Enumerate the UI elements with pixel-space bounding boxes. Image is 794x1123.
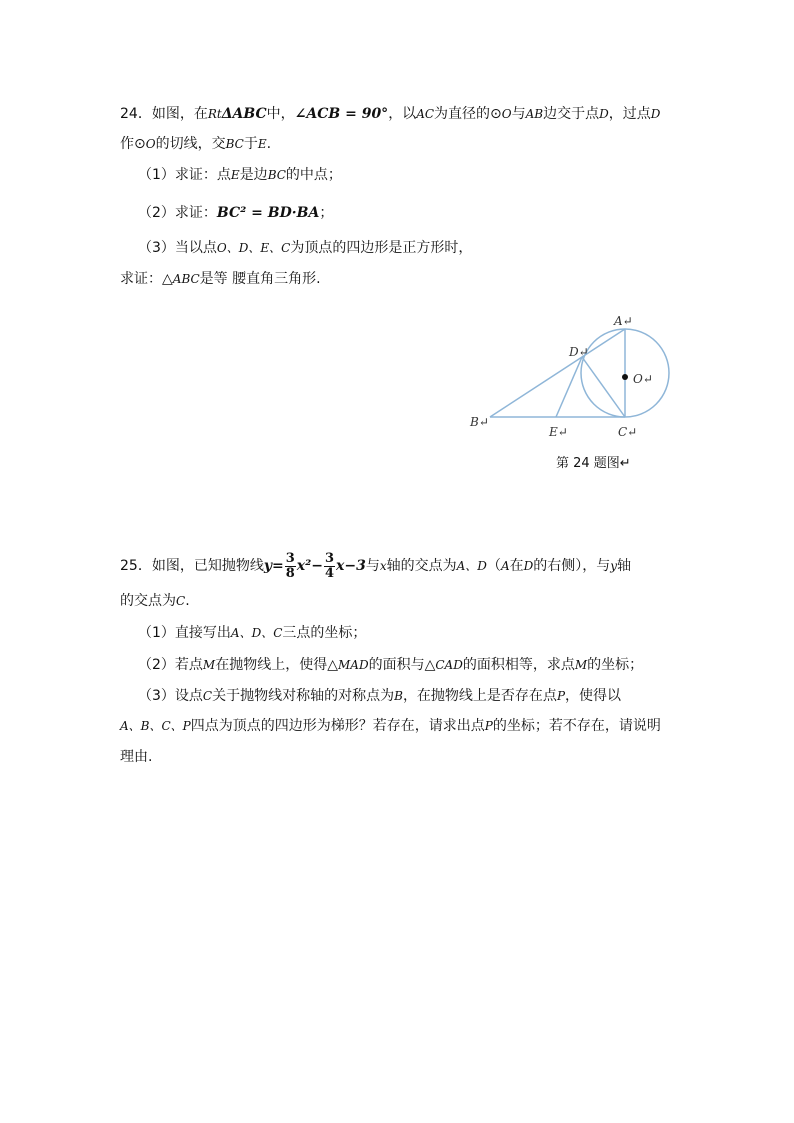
q24-text: 为直径的⊙ xyxy=(434,106,502,122)
q24-text: ，以 xyxy=(388,106,417,122)
q25-op: −3 xyxy=(344,558,366,574)
frac-num: 3 xyxy=(285,550,295,566)
q25-var: A、D、C xyxy=(230,626,283,640)
q24-number: 24．如图，在 xyxy=(120,106,208,122)
q25-var: P xyxy=(556,689,566,703)
fraction-3-8 xyxy=(285,552,296,581)
frac-den: 4 xyxy=(324,565,335,581)
q25-var: M xyxy=(574,658,588,672)
frac-den: 8 xyxy=(285,565,295,581)
q25-text: （1）直接写出 xyxy=(138,625,231,641)
q24-var: BC xyxy=(267,168,286,182)
q24-var: E xyxy=(257,137,267,151)
q24-text: 作⊙ xyxy=(120,136,146,152)
q25-var: A、D xyxy=(456,559,487,573)
q24-text: 中， xyxy=(266,106,295,122)
q25-text: 的交点为 xyxy=(120,593,176,609)
q24-var: D xyxy=(650,107,661,121)
q24-text: 为顶点的四边形是正方形时， xyxy=(290,240,473,256)
q25-text: 的右侧），与 xyxy=(533,558,611,574)
q24-text: 与 xyxy=(511,106,526,122)
q25-text: （ xyxy=(486,558,501,574)
q25-var: A、B、C、P xyxy=(120,719,191,733)
q25-op: − xyxy=(311,558,323,574)
q24-var: ABC xyxy=(172,272,200,286)
q24-text: 边交于点 xyxy=(543,106,600,122)
q25-line1 xyxy=(120,551,631,581)
q24-text: （1）求证：点 xyxy=(138,167,231,183)
q24-line1 xyxy=(120,104,660,124)
q24-text: 于 xyxy=(243,136,258,152)
q24-var: O xyxy=(145,137,156,151)
q25-text: 的坐标；若不存在，请说明 xyxy=(492,718,661,734)
q24-var: O xyxy=(501,107,512,121)
q25-var: y xyxy=(263,558,272,574)
q25-var: D xyxy=(523,559,534,573)
q25-part3-line2 xyxy=(120,716,661,736)
q25-part3-line3 xyxy=(120,747,152,767)
q24-part2 xyxy=(138,203,333,223)
q25-var: x xyxy=(379,559,387,573)
q24-var: E xyxy=(230,168,240,182)
q25-op: = xyxy=(271,558,284,574)
q25-text: . xyxy=(185,593,190,609)
segment-dc xyxy=(582,357,625,417)
q24-text: 是等 腰直角三角形. xyxy=(199,271,321,287)
label-o: O↵ xyxy=(633,372,653,386)
label-b: B↵ xyxy=(470,415,489,429)
q25-text: 在抛物线上，使得△ xyxy=(215,657,338,673)
q24-formula: BC² = BD·BA xyxy=(216,205,320,221)
q25-text: 的坐标； xyxy=(587,657,644,673)
q24-var: BC xyxy=(225,137,244,151)
q24-text: . xyxy=(266,136,272,152)
q25-text: 轴 xyxy=(617,558,632,574)
q25-text: ，在抛物线上是否存在点 xyxy=(402,688,557,704)
q24-figure xyxy=(460,305,690,445)
label-e: E↵ xyxy=(549,425,568,439)
q24-text: ，过点 xyxy=(608,106,651,122)
q25-text: 的面积与△ xyxy=(368,657,436,673)
q24-triangle: ΔABC xyxy=(221,106,267,122)
q24-line2 xyxy=(120,134,271,154)
fraction-3-4 xyxy=(324,552,335,581)
q25-line2 xyxy=(120,591,190,611)
q25-text: 与 xyxy=(365,558,380,574)
q24-part3-line2 xyxy=(120,269,321,289)
figure-caption: 第 24 题图↵ xyxy=(556,456,631,471)
q24-angle: ∠ACB = 90° xyxy=(294,106,389,122)
q25-var: P xyxy=(484,719,493,733)
q24-text: 是边 xyxy=(239,167,268,183)
center-dot xyxy=(622,374,628,380)
q24-rt: Rt xyxy=(207,107,222,121)
q25-var: C xyxy=(176,594,186,608)
q25-var: M xyxy=(202,658,216,672)
label-c: C↵ xyxy=(618,425,638,439)
q25-text: 的面积相等，求点 xyxy=(462,657,575,673)
q24-var: AC xyxy=(416,107,435,121)
q25-var: MAD xyxy=(338,658,369,672)
q24-var: O、D、E、C xyxy=(216,241,291,255)
q25-text: （2）若点 xyxy=(138,657,203,673)
frac-num: 3 xyxy=(324,550,335,566)
label-a: A↵ xyxy=(614,314,633,328)
q24-text: （2）求证： xyxy=(138,205,217,221)
q25-text: 理由. xyxy=(120,749,153,765)
label-d: D↵ xyxy=(569,345,589,359)
q24-part1 xyxy=(138,165,342,185)
q25-var: CAD xyxy=(435,658,463,672)
q25-text: ，使得以 xyxy=(565,688,622,704)
q25-part3 xyxy=(138,686,621,706)
q25-text: 在 xyxy=(509,558,524,574)
q25-text: 关于抛物线对称轴的对称点为 xyxy=(212,688,395,704)
q25-var: x² xyxy=(296,558,312,574)
q24-var: AB xyxy=(525,107,544,121)
q24-part3 xyxy=(138,238,472,258)
q24-text: 的中点； xyxy=(285,167,342,183)
q25-text: 轴的交点为 xyxy=(386,558,457,574)
q24-text: 的切线，交 xyxy=(155,136,226,152)
q25-part1 xyxy=(138,623,366,643)
q25-number: 25．如图，已知抛物线 xyxy=(120,558,264,574)
segment-ba xyxy=(490,329,625,417)
q25-var: y xyxy=(610,559,618,573)
q24-text: （3）当以点 xyxy=(138,240,217,256)
q25-var: A xyxy=(500,559,510,573)
q25-text: 三点的坐标； xyxy=(282,625,367,641)
q25-var: C xyxy=(202,689,213,703)
q25-text: 四点为顶点的四边形为梯形？若存在，请求出点 xyxy=(190,718,485,734)
q25-var: x xyxy=(336,558,345,574)
q25-part2 xyxy=(138,655,643,675)
q25-var: B xyxy=(394,689,403,703)
q24-text: ； xyxy=(319,205,334,221)
q24-var: D xyxy=(599,107,609,121)
q25-text: （3）设点 xyxy=(138,688,203,704)
q24-text: 求证：△ xyxy=(120,271,173,287)
